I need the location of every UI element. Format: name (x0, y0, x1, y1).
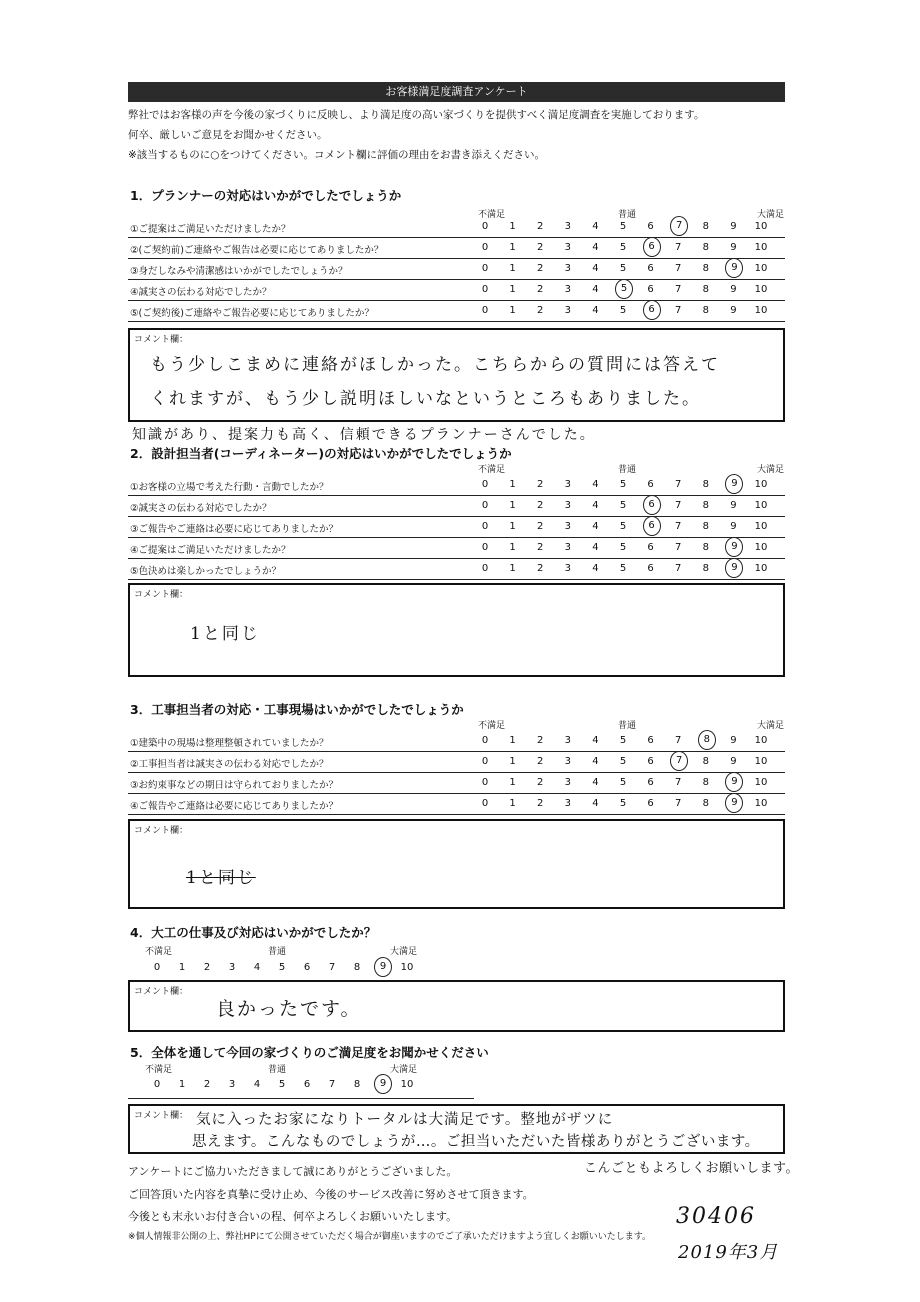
rating-option[interactable]: 5 (619, 500, 627, 511)
question-row (128, 731, 785, 752)
rating-option[interactable]: 10 (754, 777, 768, 788)
section-4-comment-line-1: 良かったです。 (216, 998, 362, 1020)
question-row (128, 280, 785, 301)
rating-option[interactable]: 1 (509, 500, 516, 511)
rating-option[interactable]: 8 (702, 305, 709, 316)
rating-selected[interactable]: 6 (643, 300, 661, 320)
rating-option[interactable]: 4 (592, 798, 599, 809)
scale-mid: 普通 (618, 721, 637, 731)
rating-option[interactable]: 4 (253, 962, 261, 973)
rating-option[interactable]: 10 (754, 479, 768, 490)
rating-option[interactable]: 8 (702, 756, 709, 767)
rating-option[interactable]: 0 (481, 284, 489, 295)
rating-option[interactable]: 4 (592, 756, 599, 767)
section-1-comment-box (128, 328, 785, 422)
rating-option[interactable]: 10 (400, 1079, 414, 1090)
question-text: ⑤色決めは楽しかったでしょうか？ (130, 566, 282, 577)
scale-mid: 普通 (618, 465, 637, 475)
rating-option[interactable]: 2 (537, 305, 544, 316)
rating-option[interactable]: 0 (481, 242, 489, 253)
rating-option[interactable]: 8 (702, 479, 709, 490)
rating-option[interactable]: 4 (592, 563, 599, 574)
rating-option[interactable]: 7 (675, 479, 682, 490)
question-row (128, 794, 785, 815)
rating-option[interactable]: 2 (537, 500, 544, 511)
rating-option[interactable]: 2 (537, 479, 544, 490)
section-5-title: 5．全体を通して今回の家づくりのご満足度をお聞かせください (130, 1045, 489, 1060)
rating-option[interactable]: 4 (592, 263, 599, 274)
scale-mid: 普通 (618, 210, 637, 220)
rating-option[interactable]: 2 (537, 798, 544, 809)
rating-option[interactable]: 8 (702, 798, 709, 809)
rating-option[interactable]: 4 (592, 542, 599, 553)
question-text: ②(ご契約前)ご連絡やご報告は必要に応じてありましたか？ (130, 245, 384, 256)
rating-option[interactable]: 6 (647, 777, 654, 788)
scale-mid: 普通 (268, 947, 287, 957)
rating-option[interactable]: 6 (647, 542, 654, 553)
rating-option[interactable]: 2 (203, 1079, 211, 1090)
question-text: ③お約束事などの期日は守られておりましたか？ (130, 780, 339, 791)
section-2-comment-line-1: 1と同じ (190, 624, 260, 644)
rating-option[interactable]: 4 (592, 521, 599, 532)
question-row (128, 259, 785, 280)
rating-option[interactable]: 3 (228, 962, 236, 973)
rating-option[interactable]: 10 (400, 962, 414, 973)
rating-option[interactable]: 10 (754, 242, 768, 253)
section-5-comment-line-3: こんごともよろしくお願いします。 (584, 1161, 799, 1176)
rating-option[interactable]: 0 (481, 263, 489, 274)
rating-option[interactable]: 1 (509, 221, 516, 232)
rating-option[interactable]: 0 (481, 305, 489, 316)
rating-option[interactable]: 9 (730, 735, 737, 746)
section-5-comment-line-1: 気に入ったお家になりトータルは大満足です。整地がザツに (196, 1112, 614, 1128)
scale-low: 不満足 (478, 721, 506, 731)
intro-line-1: 弊社ではお客様の声を今後の家づくりに反映し、より満足度の高い家づくりを提供すべく満足度調査を実施しております。 (128, 109, 705, 121)
rating-option[interactable]: 2 (537, 735, 544, 746)
question-text: ③ご報告やご連絡は必要に応じてありましたか？ (130, 524, 339, 535)
rating-option[interactable]: 1 (509, 756, 516, 767)
scale-low: 不満足 (145, 947, 173, 957)
rating-option[interactable]: 10 (754, 305, 768, 316)
section-1-comment-line-1: もう少しこまめに連絡がほしかった。こちらからの質問には答えて (150, 355, 720, 375)
section-3-questions (128, 731, 785, 815)
rating-option[interactable]: 1 (509, 563, 516, 574)
question-text: ①建築中の現場は整理整頓されていましたか？ (130, 738, 329, 749)
rating-option[interactable]: 7 (675, 242, 682, 253)
rating-option[interactable]: 4 (592, 242, 599, 253)
rating-option[interactable]: 5 (619, 756, 627, 767)
rating-option[interactable]: 5 (619, 563, 627, 574)
rating-option[interactable]: 9 (730, 221, 737, 232)
rating-option[interactable]: 2 (537, 542, 544, 553)
intro-line-3: ※該当するものに○をつけてください。コメント欄に評価の理由をお書き添えください。 (128, 149, 545, 161)
rating-option[interactable]: 0 (481, 500, 489, 511)
footer-line-1: アンケートにご協力いただきまして誠にありがとうございました。 (128, 1165, 458, 1178)
rating-option[interactable]: 7 (675, 798, 682, 809)
rating-option[interactable]: 0 (481, 563, 489, 574)
rating-option[interactable]: 3 (564, 798, 571, 809)
rating-option[interactable]: 1 (509, 777, 516, 788)
rating-option[interactable]: 0 (481, 777, 489, 788)
rating-option[interactable]: 6 (303, 1079, 311, 1090)
intro-line-2: 何卒、厳しいご意見をお聞かせください。 (128, 129, 328, 141)
rating-option[interactable]: 0 (481, 521, 489, 532)
survey-title: お客様満足度調査アンケート (128, 82, 785, 102)
section-4-title: 4．大工の仕事及び対応はいかがでしたか？ (130, 925, 377, 940)
comment-label: コメント欄： (134, 335, 189, 345)
rating-option[interactable]: 2 (537, 756, 544, 767)
rating-option[interactable]: 6 (647, 221, 654, 232)
question-text: ①ご提案はご満足いただけましたか？ (130, 224, 291, 235)
rating-option[interactable]: 6 (647, 284, 654, 295)
question-text: ⑤(ご契約後)ご連絡やご報告必要に応じてありましたか？ (130, 308, 374, 319)
question-row (128, 301, 785, 322)
rating-option[interactable]: 3 (564, 521, 571, 532)
rating-option[interactable]: 6 (303, 962, 311, 973)
rating-option[interactable]: 10 (754, 542, 768, 553)
rating-selected[interactable]: 9 (725, 772, 743, 792)
rating-option[interactable]: 7 (328, 962, 336, 973)
rating-option[interactable]: 7 (328, 1079, 336, 1090)
question-text: ④ご報告やご連絡は必要に応じてありましたか？ (130, 801, 339, 812)
section-1-title: 1．プランナーの対応はいかがでしたでしょうか (130, 188, 402, 203)
rating-option[interactable]: 4 (592, 777, 599, 788)
rating-selected[interactable]: 9 (374, 1074, 392, 1094)
rating-option[interactable]: 1 (509, 521, 516, 532)
rating-option[interactable]: 4 (592, 479, 599, 490)
rating-option[interactable]: 0 (153, 1079, 161, 1090)
section-4-comment-box (128, 980, 785, 1032)
rating-option[interactable]: 1 (509, 263, 516, 274)
rating-option[interactable]: 1 (509, 284, 516, 295)
question-row (128, 496, 785, 517)
section-3-comment-line-1: 1と同じ (186, 868, 256, 888)
rating-option[interactable]: 1 (509, 735, 516, 746)
rating-option[interactable]: 8 (702, 263, 709, 274)
rating-option[interactable]: 8 (702, 563, 709, 574)
rating-option[interactable]: 8 (702, 777, 709, 788)
rating-selected[interactable]: 9 (725, 558, 743, 578)
rating-option[interactable]: 1 (178, 962, 186, 973)
footer-line-3: 今後とも末永いお付き合いの程、何卒よろしくお願いいたします。 (128, 1210, 458, 1223)
scale-high: 大満足 (390, 1065, 418, 1075)
rating-option[interactable]: 7 (675, 263, 682, 274)
rating-option[interactable]: 2 (537, 221, 544, 232)
rating-selected[interactable]: 7 (670, 216, 688, 236)
rating-option[interactable]: 4 (592, 284, 599, 295)
section-2-questions (128, 475, 785, 580)
rating-selected[interactable]: 9 (374, 957, 392, 977)
rating-option[interactable]: 7 (675, 542, 682, 553)
rating-option[interactable]: 0 (481, 542, 489, 553)
rating-option[interactable]: 5 (619, 798, 627, 809)
rating-option[interactable]: 3 (564, 777, 571, 788)
rating-option[interactable]: 3 (564, 756, 571, 767)
rating-option[interactable]: 4 (253, 1079, 261, 1090)
rating-option[interactable]: 8 (702, 500, 709, 511)
scale-low: 不満足 (478, 465, 506, 475)
rating-selected[interactable]: 9 (725, 537, 743, 557)
rating-option[interactable]: 7 (675, 563, 682, 574)
section-5-comment-box (128, 1104, 785, 1154)
rating-option[interactable]: 3 (564, 542, 571, 553)
rating-option[interactable]: 7 (675, 735, 682, 746)
scale-high: 大満足 (390, 947, 418, 957)
rating-option[interactable]: 4 (592, 500, 599, 511)
question-row (128, 752, 785, 773)
rating-option[interactable]: 3 (564, 263, 571, 274)
stamp-code: 30406 (676, 1204, 756, 1229)
rating-option[interactable]: 3 (564, 284, 571, 295)
section-1-comment-line-3: 知識があり、提案力も高く、信頼できるプランナーさんでした。 (132, 427, 596, 443)
rating-option[interactable]: 10 (754, 735, 768, 746)
question-row (128, 538, 785, 559)
question-row (128, 217, 785, 238)
comment-label: コメント欄： (134, 1111, 189, 1121)
scale-high: 大満足 (757, 465, 785, 475)
footer-line-2: ご回答頂いた内容を真摯に受け止め、今後のサービス改善に努めさせて頂きます。 (128, 1188, 534, 1201)
section-5-underline (128, 1098, 474, 1099)
rating-option[interactable]: 3 (564, 305, 571, 316)
rating-option[interactable]: 3 (564, 242, 571, 253)
rating-selected[interactable]: 6 (643, 495, 661, 515)
rating-option[interactable]: 5 (619, 777, 627, 788)
rating-selected[interactable]: 9 (725, 258, 743, 278)
scale-low: 不満足 (478, 210, 506, 220)
rating-option[interactable]: 2 (537, 777, 544, 788)
rating-option[interactable]: 8 (702, 284, 709, 295)
rating-option[interactable]: 0 (481, 798, 489, 809)
section-2-title: 2．設計担当者(コーディネーター)の対応はいかがでしたでしょうか (130, 446, 512, 461)
rating-option[interactable]: 6 (647, 756, 654, 767)
rating-option[interactable]: 4 (592, 305, 599, 316)
rating-option[interactable]: 9 (730, 284, 737, 295)
question-row (128, 475, 785, 496)
rating-option[interactable]: 2 (203, 962, 211, 973)
rating-selected[interactable]: 6 (643, 237, 661, 257)
rating-option[interactable]: 2 (537, 563, 544, 574)
rating-option[interactable]: 1 (178, 1079, 186, 1090)
rating-option[interactable]: 3 (564, 221, 571, 232)
rating-option[interactable]: 5 (619, 242, 627, 253)
stamp-date: 2019年3月 (678, 1242, 779, 1263)
question-text: ②誠実さの伝わる対応でしたか？ (130, 503, 272, 514)
rating-selected[interactable]: 9 (725, 474, 743, 494)
scale-low: 不満足 (145, 1065, 173, 1075)
rating-option[interactable]: 6 (647, 798, 654, 809)
rating-option[interactable]: 3 (228, 1079, 236, 1090)
section-5-comment-line-2: 思えます。こんなものでしょうが…。ご担当いただいた皆様ありがとうございます。 (192, 1134, 760, 1150)
comment-label: コメント欄： (134, 987, 189, 997)
scale-high: 大満足 (757, 721, 785, 731)
rating-option[interactable]: 5 (619, 542, 627, 553)
rating-option[interactable]: 3 (564, 500, 571, 511)
rating-option[interactable]: 3 (564, 735, 571, 746)
rating-option[interactable]: 2 (537, 242, 544, 253)
rating-option[interactable]: 10 (754, 563, 768, 574)
rating-option[interactable]: 5 (278, 1079, 286, 1090)
rating-option[interactable]: 8 (702, 221, 709, 232)
rating-option[interactable]: 4 (592, 221, 599, 232)
rating-option[interactable]: 10 (754, 521, 768, 532)
section-2-comment-box (128, 583, 785, 677)
question-row (128, 559, 785, 580)
rating-option[interactable]: 10 (754, 798, 768, 809)
section-3-comment-box (128, 819, 785, 909)
rating-option[interactable]: 8 (702, 542, 709, 553)
section-1-comment-line-2: くれますが、もう少し説明ほしいなというところもありました。 (150, 389, 701, 409)
question-text: ④誠実さの伝わる対応でしたか？ (130, 287, 272, 298)
rating-option[interactable]: 9 (730, 305, 737, 316)
rating-option[interactable]: 9 (730, 500, 737, 511)
rating-option[interactable]: 5 (619, 735, 627, 746)
comment-label: コメント欄： (134, 590, 189, 600)
rating-option[interactable]: 7 (675, 777, 682, 788)
rating-option[interactable]: 1 (509, 479, 516, 490)
question-text: ②工事担当者は誠実さの伝わる対応でしたか？ (130, 759, 329, 770)
rating-selected[interactable]: 7 (670, 751, 688, 771)
rating-option[interactable]: 3 (564, 563, 571, 574)
rating-option[interactable]: 7 (675, 305, 682, 316)
rating-option[interactable]: 6 (647, 263, 654, 274)
rating-option[interactable]: 9 (730, 242, 737, 253)
rating-option[interactable]: 5 (619, 263, 627, 274)
rating-option[interactable]: 1 (509, 542, 516, 553)
question-text: ④ご提案はご満足いただけましたか？ (130, 545, 291, 556)
footer-note: ※個人情報非公開の上、弊社HPにて公開させていただく場合が御座いますのでご了承いただけますよう宜しくお願いいたします。 (128, 1232, 652, 1242)
rating-option[interactable]: 5 (619, 305, 627, 316)
rating-option[interactable]: 10 (754, 500, 768, 511)
rating-option[interactable]: 10 (754, 284, 768, 295)
rating-option[interactable]: 2 (537, 284, 544, 295)
rating-option[interactable]: 5 (619, 479, 627, 490)
rating-option[interactable]: 10 (754, 263, 768, 274)
rating-selected[interactable]: 5 (615, 279, 633, 299)
rating-option[interactable]: 8 (702, 242, 709, 253)
rating-option[interactable]: 0 (481, 221, 489, 232)
question-row (128, 517, 785, 538)
rating-option[interactable]: 5 (619, 521, 627, 532)
rating-option[interactable]: 0 (153, 962, 161, 973)
rating-option[interactable]: 10 (754, 756, 768, 767)
rating-option[interactable]: 6 (647, 479, 654, 490)
rating-option[interactable]: 4 (592, 735, 599, 746)
rating-option[interactable]: 7 (675, 500, 682, 511)
rating-option[interactable]: 7 (675, 521, 682, 532)
rating-option[interactable]: 8 (702, 521, 709, 532)
rating-option[interactable]: 5 (278, 962, 286, 973)
rating-option[interactable]: 1 (509, 798, 516, 809)
rating-option[interactable]: 0 (481, 735, 489, 746)
rating-option[interactable]: 8 (353, 1079, 361, 1090)
rating-selected[interactable]: 6 (643, 516, 661, 536)
scale-mid: 普通 (268, 1065, 287, 1075)
rating-option[interactable]: 2 (537, 521, 544, 532)
scale-high: 大満足 (757, 210, 785, 220)
rating-option[interactable]: 9 (730, 756, 737, 767)
rating-selected[interactable]: 9 (725, 793, 743, 813)
rating-option[interactable]: 5 (619, 221, 627, 232)
rating-option[interactable]: 3 (564, 479, 571, 490)
rating-option[interactable]: 7 (675, 284, 682, 295)
rating-option[interactable]: 8 (353, 962, 361, 973)
rating-option[interactable]: 6 (647, 735, 654, 746)
rating-selected[interactable]: 8 (698, 730, 716, 750)
rating-option[interactable]: 0 (481, 479, 489, 490)
question-row (128, 238, 785, 259)
question-row (128, 773, 785, 794)
rating-option[interactable]: 0 (481, 756, 489, 767)
question-text: ①お客様の立場で考えた行動・言動でしたか？ (130, 482, 329, 493)
rating-option[interactable]: 1 (509, 305, 516, 316)
comment-label: コメント欄： (134, 826, 189, 836)
rating-option[interactable]: 1 (509, 242, 516, 253)
rating-option[interactable]: 10 (754, 221, 768, 232)
question-text: ③身だしなみや清潔感はいかがでしたでしょうか？ (130, 266, 348, 277)
rating-option[interactable]: 6 (647, 563, 654, 574)
rating-option[interactable]: 9 (730, 521, 737, 532)
section-3-title: 3．工事担当者の対応・工事現場はいかがでしたでしょうか (130, 702, 464, 717)
rating-option[interactable]: 2 (537, 263, 544, 274)
section-1-questions (128, 217, 785, 322)
